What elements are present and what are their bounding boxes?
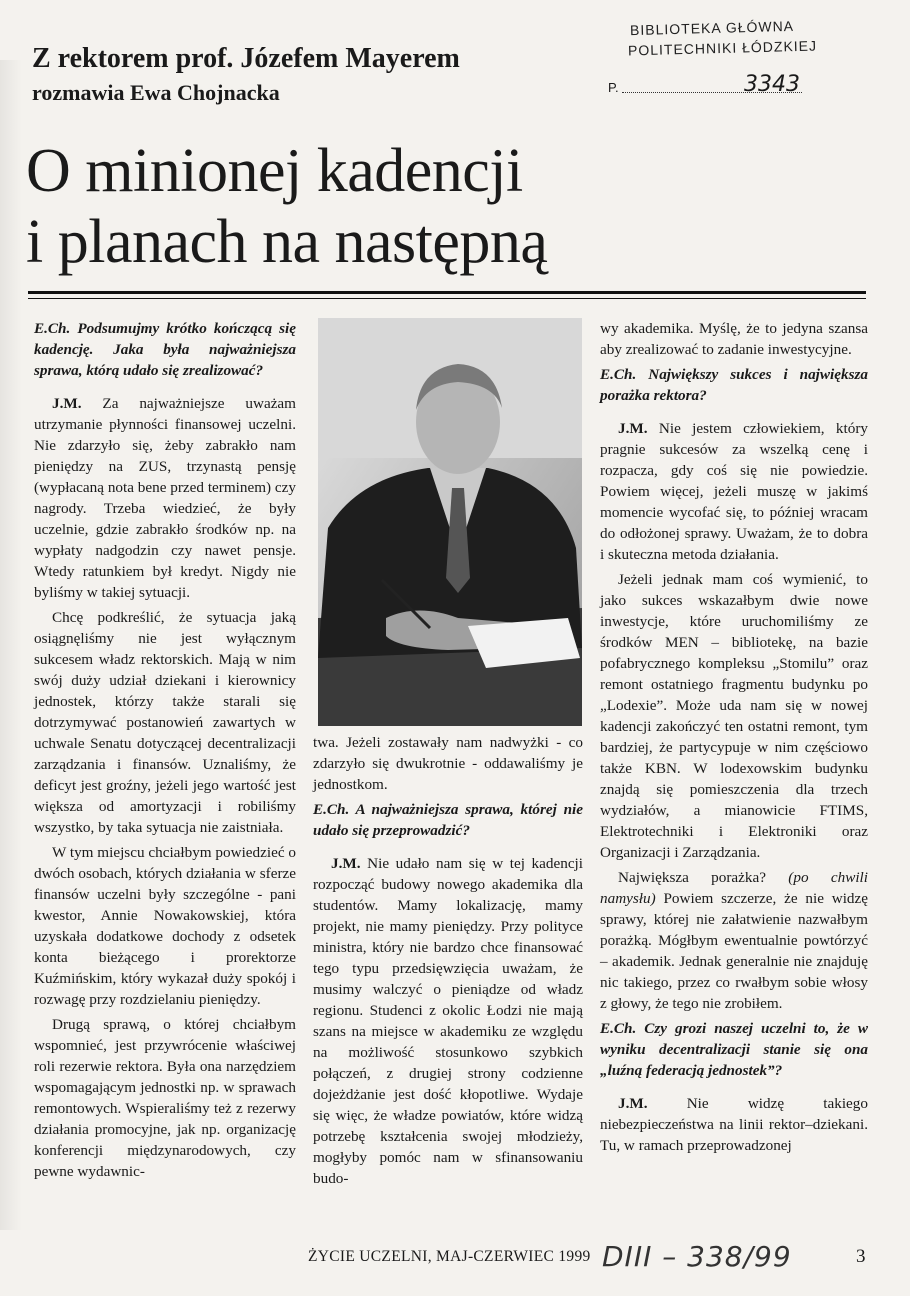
interview-question: E.Ch. A najważniejsza sprawa, której nie udało się przeprowadzić?	[313, 801, 583, 839]
answer-paragraph: Drugą sprawą, o której chciałbym wspomnieć, jest przywrócenie właściwej roli rezerwie rektora. Była ona narzędziem wspomagającym jednostki np. w sprawach remontowych. Wspieraliśmy też z rezerwy działania promocyjne, jak np. organizację konferencji międzynarodowych, czy pewne wydawnic-	[34, 1016, 296, 1180]
stamp-line-2: POLITECHNIKI ŁÓDZKIEJ	[627, 37, 818, 59]
answer-text: Nie widzę takiego niebezpieczeństwa na linii rektor–dziekani. Tu, w ramach przeprowadzonej	[600, 1095, 868, 1154]
interview-answer	[313, 853, 583, 1189]
stamp-p-label: P.	[608, 80, 619, 95]
rector-portrait-image	[318, 318, 582, 726]
library-stamp	[606, 14, 866, 100]
answer-text: Nie jestem człowiekiem, który pragnie sukcesów za wszelką cenę i rozpacza, gdy coś się nie powiedzie. Powiem więcej, jeżeli muszę w jakimś momencie wycofać się, to później wracam do odłożonej sprawy. Uważam, że to dobra i skuteczna metoda działania.	[600, 420, 868, 563]
speaker-initials: J.M.	[331, 855, 361, 872]
interview-with: Z rektorem prof. Józefem Mayerem	[32, 43, 460, 74]
speaker-initials: J.M.	[618, 420, 648, 437]
interview-answer	[600, 1093, 868, 1156]
stamp-line-1: BIBLIOTEKA GŁÓWNA	[629, 17, 795, 39]
article-column-1	[34, 318, 296, 1186]
paragraph-text: Największa porażka?	[618, 869, 789, 886]
article-title-line-2: i planach na następną	[26, 208, 548, 276]
interview-answer	[600, 418, 868, 565]
interview-answer	[34, 393, 296, 603]
article-title-line-1: O minionej kadencji	[26, 137, 523, 205]
page-edge-shadow	[0, 60, 22, 1230]
article-column-3	[600, 318, 868, 1160]
answer-text: Nie udało nam się w tej kadencji rozpocząć budowy nowego akademika dla studentów. Mamy lokalizację, mamy projekt, nie mamy pieniędzy. Przy polityce ministra, który nie bardzo chce finansować tego typu przedsięwzięcia uważam, że musimy walczyć o pieniądze od władz regionu. Studenci z okolic Łodzi nie mają szans na miejsce w akademiku ze względu na możliwość stosunkowo szybkich połączeń, z drugiej strony codzienne dojeżdżanie jest dość kłopotliwe. Wydaje się więc, że władze powiatów, które widzą potrzebę kształcenia swojej młodzieży, mogłyby pomóc nam w sfinansowaniu budo-	[313, 855, 583, 1187]
footer-handwritten-reference: DIII – 338/99	[602, 1240, 792, 1273]
rector-photo	[318, 318, 582, 726]
page-number: 3	[856, 1246, 866, 1267]
interview-question: E.Ch. Największy sukces i największa porażka rektora?	[600, 366, 868, 404]
title-rule-thick	[28, 291, 866, 294]
interview-question: E.Ch. Podsumujmy krótko kończącą się kadencję. Jaka była najważniejsza sprawa, którą udało się zrealizować?	[34, 320, 296, 379]
speaker-initials: J.M.	[618, 1095, 648, 1112]
answer-paragraph: Jeżeli jednak mam coś wymienić, to jako sukces wskazałbym dwie nowe inwestycje, które uruchomiliśmy ze środków MEN – bibliotekę, na bazie pofabrycznego kompleksu „Stomilu” oraz remont ostatniego fragmentu budynku po „Lodexie”. Może uda nam się w nowej kadencji zakończyć ten ostatni remont, tym bardziej, że partycypuje w nim częściowo także KBN. W lodexowskim budynku znajdą się pomieszczenia dla trzech wydziałów, a mianowicie FTIMS, Elektrotechniki i Elektroniki oraz Organizacji i Zarządzania.	[600, 571, 868, 861]
answer-paragraph: twa. Jeżeli zostawały nam nadwyżki - co zdarzyło się dwukrotnie - oddawaliśmy je jednostkom.	[313, 734, 583, 793]
stamp-number: 3343	[744, 72, 800, 97]
answer-paragraph	[600, 867, 868, 1014]
footer-journal: ŻYCIE UCZELNI, MAJ-CZERWIEC 1999	[308, 1248, 591, 1265]
answer-paragraph: wy akademika. Myślę, że to jedyna szansa aby zrealizować to zadanie inwestycyjne.	[600, 320, 868, 358]
answer-text: Za najważniejsze uważam utrzymanie płynności finansowej uczelni. Nie zdarzyło się, żeby zabrakło nam pieniędzy na ZUS, trzynastą pensję (wypłacaną nota bene przed terminem) czy nagrody. Trzeba wiedzieć, że były uczelnie, gdzie zabrakło środków np. na wypłaty nadgodzin czy nawet pensje. Wtedy ratunkiem był kredyt. Nigdy nie byliśmy w takiej sytuacji.	[34, 395, 296, 601]
interview-question: E.Ch. Czy grozi naszej uczelni to, że w wyniku decentralizacji stanie się ona „luźną federacją jednostek”?	[600, 1020, 868, 1079]
answer-paragraph: W tym miejscu chciałbym powiedzieć o dwóch osobach, których działania w sferze finansów uczelni były szczególne - pani kwestor, Annie Nowakowskiej, która uzyskała dodatkowe dochody z odsetek konta bieżącego i prorektorze Kuźmińskim, który wykazał duży spokój i rozwagę przy rozdzielaniu pieniędzy.	[34, 844, 296, 1008]
speaker-initials: J.M.	[52, 395, 82, 412]
interviewer: rozmawia Ewa Chojnacka	[32, 80, 280, 105]
title-rule-thin	[28, 298, 866, 299]
stage-direction: (po chwili namysłu)	[600, 869, 868, 907]
article-column-2	[313, 732, 583, 1193]
answer-paragraph: Chcę podkreślić, że sytuacja jaką osiągnęliśmy nie jest wyłącznym sukcesem władz rektorskich. Mają w nim swój duży udział dziekani i kierownicy jednostek, którzy także starali się dotrzymywać postanowień zawartych w uchwale Senatu dotyczącej decentralizacji zarządzania i finansów. Uznaliśmy, że deficyt jest groźny, jeżeli jego wartość jest większa od amortyzacji i robiliśmy wszystko, by taka sytuacja nie zaistniała.	[34, 609, 296, 836]
paragraph-text: Powiem szczerze, że nie widzę sprawy, której nie załatwienie nazwałbym porażką. Mógłbym ewentualnie powtórzyć – akademik. Jednak generalnie nie znajduję nic takiego, przez co rwałbym sobie włosy z głowy, że tego nie zrobiłem.	[600, 890, 868, 1012]
